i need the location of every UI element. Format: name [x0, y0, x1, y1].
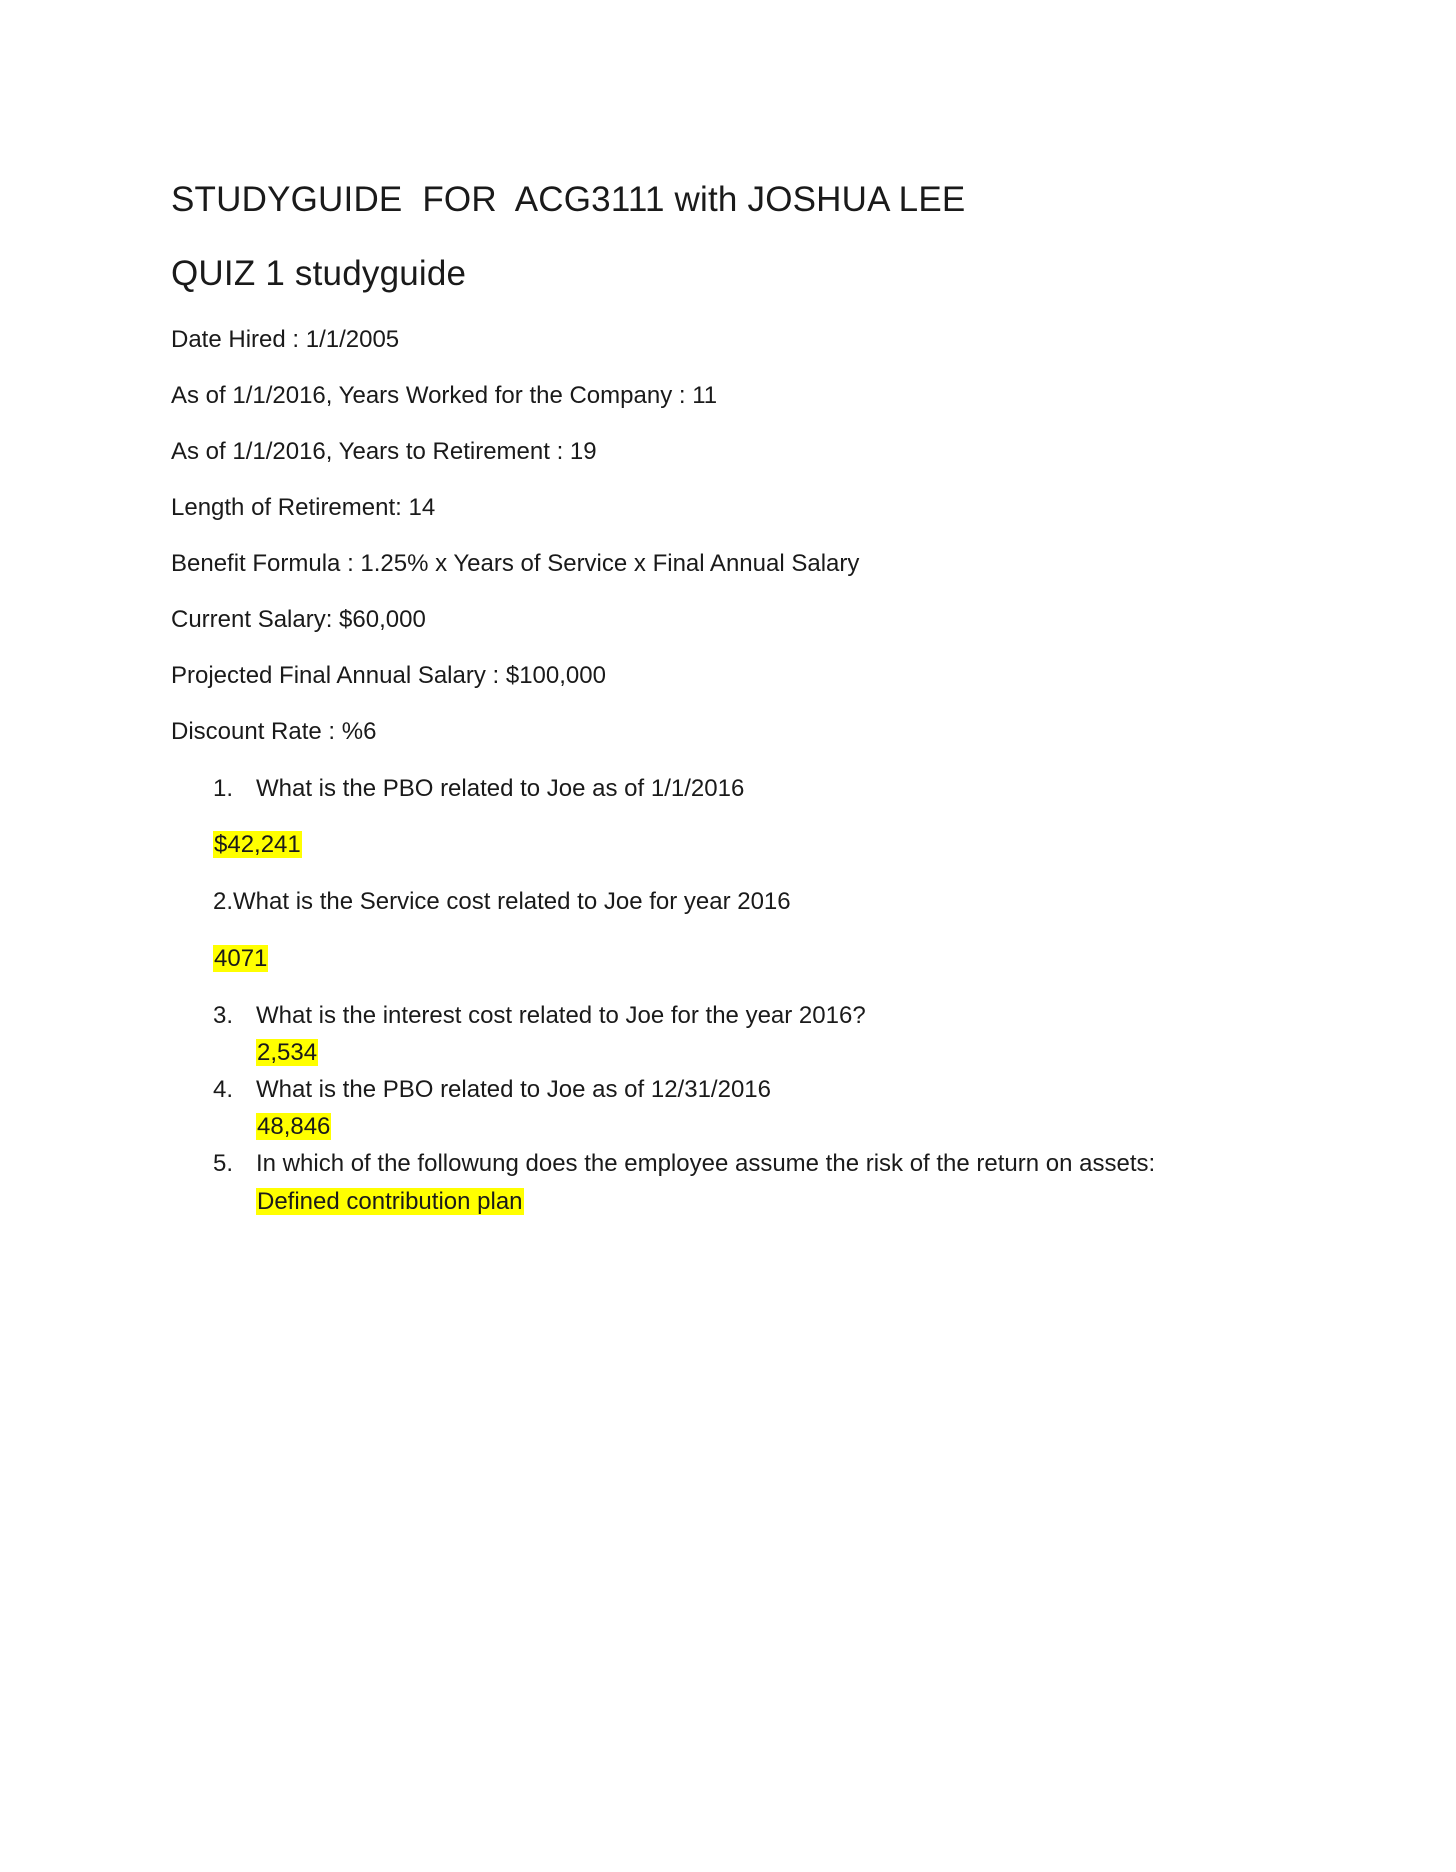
question-3-number: 3. [213, 1002, 234, 1029]
question-1-answer [213, 830, 302, 860]
question-2-text: 2.What is the Service cost related to Joe for year 2016 [213, 888, 791, 915]
fact-years-worked: As of 1/1/2016, Years Worked for the Company : 11 [171, 382, 718, 409]
fact-projected-final-salary: Projected Final Annual Salary : $100,000 [171, 662, 606, 689]
question-3-answer [256, 1038, 318, 1068]
fact-current-salary: Current Salary: $60,000 [171, 606, 426, 633]
question-5-number: 5. [213, 1150, 234, 1177]
question-4-answer [256, 1112, 331, 1142]
fact-years-to-retirement: As of 1/1/2016, Years to Retirement : 19 [171, 438, 597, 465]
fact-length-of-retirement: Length of Retirement: 14 [171, 494, 436, 521]
answer-highlight: 2,534 [257, 1039, 318, 1066]
question-5-text: In which of the followung does the employee assume the risk of the return on assets: [256, 1150, 1156, 1177]
question-1-number: 1. [213, 775, 234, 802]
answer-highlight: $42,241 [214, 831, 301, 858]
question-4-text: What is the PBO related to Joe as of 12/31/2016 [256, 1076, 771, 1103]
document-title: STUDYGUIDE FOR ACG3111 with JOSHUA LEE [171, 180, 966, 219]
fact-discount-rate: Discount Rate : %6 [171, 718, 377, 745]
question-1-text: What is the PBO related to Joe as of 1/1/2016 [256, 775, 745, 802]
answer-highlight: Defined contribution plan [257, 1188, 523, 1215]
question-5-answer [256, 1187, 524, 1217]
fact-benefit-formula: Benefit Formula : 1.25% x Years of Service x Final Annual Salary [171, 550, 860, 577]
answer-highlight: 48,846 [257, 1113, 331, 1140]
fact-date-hired: Date Hired : 1/1/2005 [171, 326, 400, 353]
question-3-text: What is the interest cost related to Joe for the year 2016? [256, 1002, 866, 1029]
document-subtitle: QUIZ 1 studyguide [171, 254, 467, 293]
question-2-answer [213, 944, 268, 974]
answer-highlight: 4071 [214, 945, 268, 972]
question-4-number: 4. [213, 1076, 234, 1103]
